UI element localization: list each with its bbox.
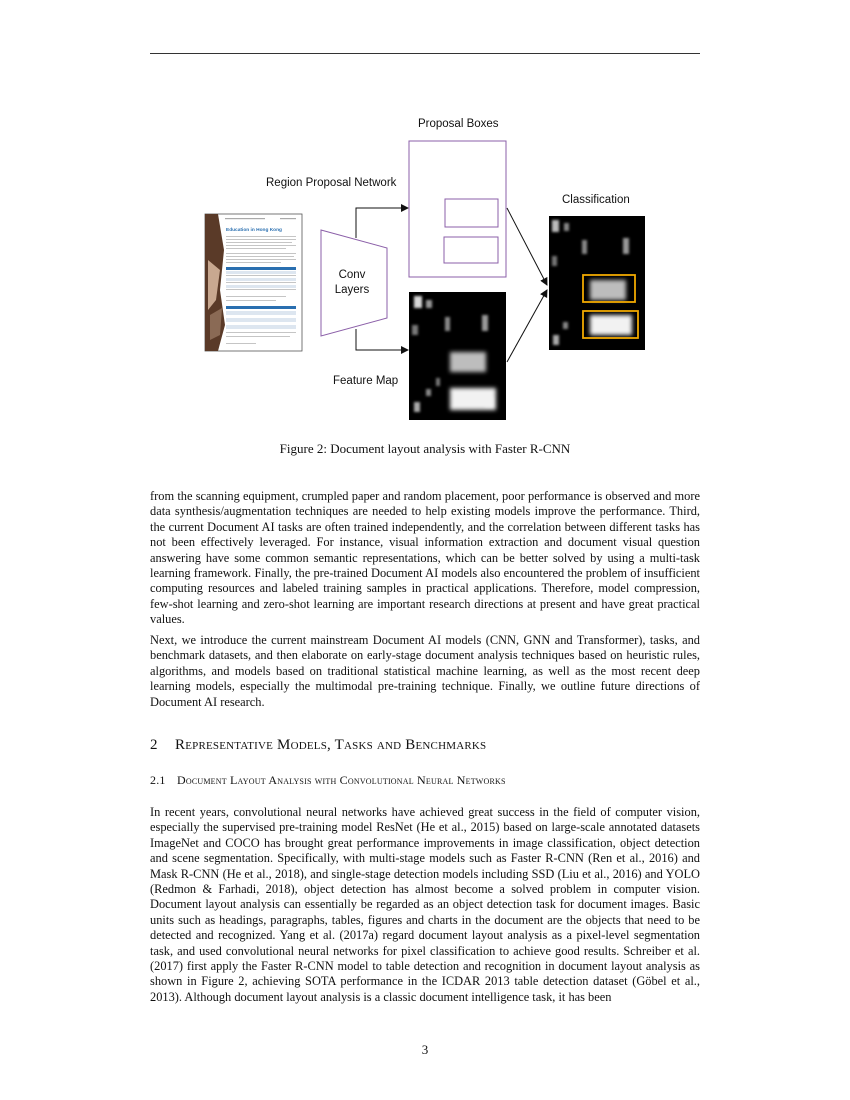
label-proposal-boxes: Proposal Boxes xyxy=(418,118,499,130)
classification-output-image xyxy=(549,216,645,350)
feature-map-image xyxy=(409,292,506,420)
section-heading xyxy=(150,737,700,754)
subsection-title: Document Layout Analysis with Convolutional Neural Networks xyxy=(177,773,506,787)
paragraph-3: In recent years, convolutional neural networks have achieved great success in the field of computer vision, especially the supervised pre-training model ResNet (He et al., 2015) based on large-scale annotated datasets ImageNet and COCO has brought great performance improvements in image classification, object detection and scene segmentation. Specifically, with multi-stage models such as Faster R-CNN (Ren et al., 2016) and Mask R-CNN (He et al., 2018), and single-stage detection models including SSD (Liu et al., 2016) and YOLO (Redmon & Farhadi, 2018), object detection has almost become a solved problem in computer vision. Document layout analysis can essentially be regarded as an object detection task for document images. Basic units such as headings, paragraphs, tables, figures and charts in the document are the objects that need to be detected and recognized. Yang et al. (2017a) regard document layout analysis as a pixel-level segmentation task, and used convolutional neural networks for pixel classification to achieve good results. Schreiber et al. (2017) first apply the Faster R-CNN model to table detection and recognition in document layout analysis as shown in Figure 2, achieving SOTA performance in the ICDAR 2013 table detection dataset (Göbel et al., 2013). Although document layout analysis is a classic document intelligence task, it has been xyxy=(150,805,700,1004)
paragraph-2: Next, we introduce the current mainstream Document AI models (CNN, GNN and Transformer), tasks, and benchmark datasets, and then elaborate on early-stage document analysis techniques based on heuristic rules, algorithms, and models based on traditional statistical machine learning, as well as the most recent deep learning models, especially the multimodal pre-training technique. Finally, we outline future directions of Document AI research. xyxy=(150,633,700,709)
label-classification: Classification xyxy=(562,194,630,206)
page-number: 3 xyxy=(421,1042,429,1057)
input-document-thumbnail xyxy=(205,214,302,351)
arrow-to-feature-map xyxy=(356,329,408,350)
arrow-featuremap-to-classification xyxy=(507,290,547,362)
arrow-to-proposal-boxes xyxy=(356,208,408,238)
document-thumbnail-title: Education in Hong Kong xyxy=(226,228,282,233)
paragraph-1: from the scanning equipment, crumpled paper and random placement, poor performance is observed and more data synthesis/augmentation techniques are needed to help existing models improve the performance. Third, the current Document AI tasks are often trained independently, and the correlation between different tasks has not been effectively leveraged. For instance, visual information extraction and document visual question answering have some common semantic representations, which can be better solved by using a multi-task learning framework. Finally, the pre-trained Document AI models also encountered the problem of insufficient computing resources and labeled training samples in practical applications. Therefore, model compression, few-shot learning and zero-shot learning are important research directions at present and have great practical values. xyxy=(150,489,700,627)
figure-caption: Figure 2: Document layout analysis with Faster R-CNN xyxy=(279,441,571,456)
label-region-proposal-network: Region Proposal Network xyxy=(266,177,397,189)
section-number: 2 xyxy=(150,737,158,753)
header-rule xyxy=(150,53,700,54)
label-conv-layers xyxy=(322,268,382,298)
subsection-number: 2.1 xyxy=(150,773,166,787)
section-title: Representative Models, Tasks and Benchmarks xyxy=(175,737,487,753)
label-conv-line2: Layers xyxy=(334,284,370,296)
proposal-boxes-frame xyxy=(409,141,506,277)
label-feature-map: Feature Map xyxy=(333,375,399,387)
arrow-proposal-to-classification xyxy=(507,208,547,285)
subsection-heading xyxy=(150,773,700,788)
faster-rcnn-diagram xyxy=(150,110,700,440)
figure-2 xyxy=(150,110,700,470)
label-conv-line1: Conv xyxy=(338,269,366,281)
